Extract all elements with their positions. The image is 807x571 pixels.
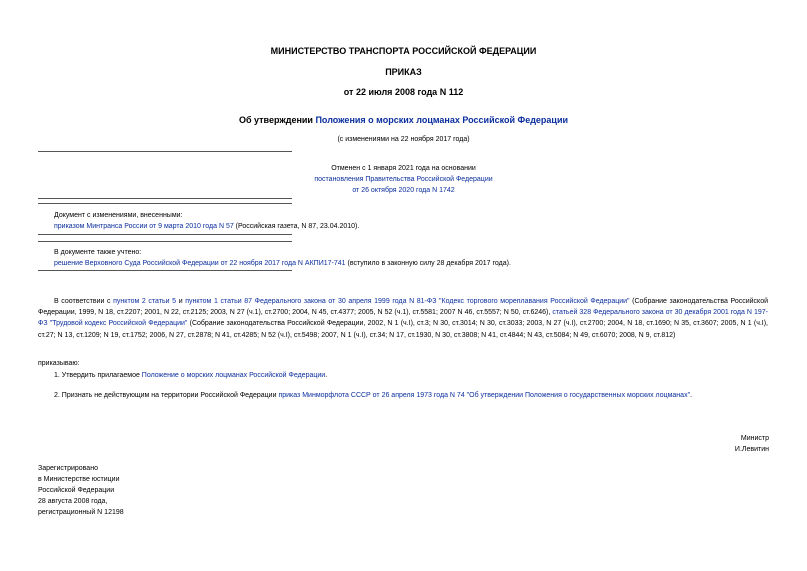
also-note-body bbox=[54, 258, 774, 269]
labor-code-link[interactable]: статьей 328 Федерального закона от 30 декабря 2001 года N 197-ФЗ "Трудовой кодекс Российской Федерации" bbox=[38, 309, 768, 328]
divider bbox=[38, 234, 292, 235]
changes-note bbox=[54, 210, 774, 232]
supreme-court-details: (вступило в законную силу 28 декабря 2017 года). bbox=[345, 260, 511, 267]
old-order-link[interactable]: приказ Минморфлота СССР от 26 апреля 1973 года N 74 "Об утверждении Положения о государственных морских лоцманах" bbox=[278, 392, 691, 399]
cancel-note bbox=[0, 163, 807, 196]
item-2-text: 2. Признать не действующим на территории Российской Федерации bbox=[54, 392, 279, 399]
article-5-link[interactable]: пунктом 2 статьи 5 bbox=[113, 298, 177, 305]
changes-order-details: (Российская газета, N 87, 23.04.2010). bbox=[233, 223, 360, 230]
registration-line: регистрационный N 12198 bbox=[38, 509, 124, 516]
cancel-note-text: Отменен с 1 января 2021 года на основании bbox=[331, 165, 476, 172]
doc-type-heading: ПРИКАЗ bbox=[385, 67, 422, 77]
signature-block bbox=[735, 433, 769, 455]
preamble-text: В соответствии с bbox=[54, 298, 114, 305]
cancel-decree-link[interactable]: постановления Правительства Российской Федерации bbox=[314, 176, 493, 183]
preamble-text: и bbox=[176, 298, 186, 305]
title-link[interactable]: Положения о морских лоцманах Российской Федерации bbox=[315, 115, 569, 125]
document-title bbox=[0, 115, 807, 125]
changes-note-body bbox=[54, 221, 774, 232]
preamble-text: (Собрание законодательства Российской Федерации, 1999, N 18, ст.2207; 2001, N 22, ст.2125; 2003, N 27 (ч.1), ст.2700; 2004, N 45, ст.4377; 2005, N 52 (ч.1), ст.5581; 2007 N 46, ст.5557; N 50, ст.6246), bbox=[38, 298, 768, 317]
date-number-heading: от 22 июля 2008 года N 112 bbox=[343, 87, 464, 97]
title-prefix: Об утверждении bbox=[238, 115, 316, 125]
divider bbox=[38, 241, 292, 242]
also-note bbox=[54, 247, 774, 269]
also-note-label: В документе также учтено: bbox=[54, 249, 142, 256]
item-1-end: . bbox=[325, 372, 328, 379]
registration-line: 28 августа 2008 года, bbox=[38, 498, 108, 505]
divider bbox=[38, 151, 292, 152]
divider bbox=[38, 198, 292, 199]
registration-line: Российской Федерации bbox=[38, 487, 115, 494]
order-word: приказываю: bbox=[38, 360, 80, 367]
item-1-text: 1. Утвердить прилагаемое bbox=[54, 372, 142, 379]
preamble-text: (Собрание законодательства Российской Федерации, 2002, N 1 (ч.I), ст.3; N 30, ст.3014; N 30, ст.3033; 2003, N 27 (ч.I), ст.2700; 2004, N 18, ст.1690; N 35, ст.3607; 2005, N 1 (ч.I), ст.27; N 13, ст.1209; N 19, ст.1752; 2006, N 27, ст.2878; N 41, ст.4285; N 52 (ч.I), ст.5498; 2007, N 1 (ч.I), ст.34; N 17, ст.1930, N 30, ст.3808; N 41, ст.4844; N 43, ст.5084; N 49, ст.6070; 2008, N 9, ст.812) bbox=[38, 320, 769, 339]
signature-name: И.Левитин bbox=[734, 446, 769, 453]
item-1 bbox=[54, 372, 327, 379]
divider bbox=[38, 270, 292, 271]
supreme-court-link[interactable]: решение Верховного Суда Российской Федерации от 22 ноября 2017 года N АКПИ17-741 bbox=[54, 260, 346, 267]
amendments-note: (с изменениями на 22 ноября 2017 года) bbox=[337, 136, 470, 143]
registration-block bbox=[38, 463, 124, 518]
item-2-end: . bbox=[690, 392, 693, 399]
registration-line: в Министерстве юстиции bbox=[38, 476, 120, 483]
regulation-link[interactable]: Положение о морских лоцманах Российской Федерации bbox=[141, 372, 326, 379]
preamble-paragraph bbox=[38, 296, 768, 341]
cancel-decree-date-link[interactable]: от 26 октября 2020 года N 1742 bbox=[352, 187, 455, 194]
changes-note-label: Документ с изменениями, внесенными: bbox=[54, 212, 183, 219]
signature-position: Министр bbox=[740, 435, 769, 442]
item-2 bbox=[54, 392, 692, 399]
registration-line: Зарегистрировано bbox=[38, 465, 98, 472]
changes-order-link[interactable]: приказом Минтранса России от 9 марта 2010 года N 57 bbox=[54, 223, 234, 230]
divider bbox=[38, 203, 292, 204]
maritime-code-link[interactable]: пунктом 1 статьи 87 Федерального закона от 30 апреля 1999 года N 81-ФЗ "Кодекс торгового мореплавания Российской Федерации" bbox=[185, 298, 630, 305]
ministry-heading: МИНИСТЕРСТВО ТРАНСПОРТА РОССИЙСКОЙ ФЕДЕРАЦИИ bbox=[270, 46, 537, 56]
